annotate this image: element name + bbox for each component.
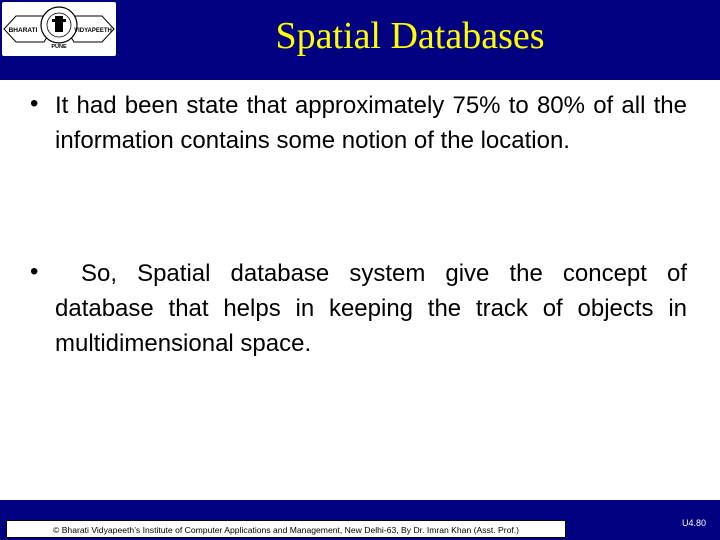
- page-number: U4.80: [682, 518, 707, 528]
- bullet-text: So, Spatial database system give the concept of database that helps in keeping the track of objects in multidimensional space.: [55, 260, 687, 357]
- bullet-text: It had been state that approximately 75% to 80% of all the information contains some notion of the location.: [55, 92, 687, 154]
- bullet-icon: •: [30, 90, 39, 117]
- footer-copyright: © Bharati Vidyapeeth’s Institute of Computer Applications and Management, New Delhi-63, By Dr. Imran Khan (Asst. Prof.): [6, 520, 566, 538]
- bullet-icon: •: [30, 258, 39, 285]
- logo-text-bottom: PUNE: [51, 44, 67, 50]
- logo-text-right: VIDYAPEETH: [74, 28, 112, 34]
- footer-bar: [0, 500, 720, 540]
- slide-title: Spatial Databases: [275, 15, 545, 57]
- logo-text-left: BHARATI: [8, 27, 38, 34]
